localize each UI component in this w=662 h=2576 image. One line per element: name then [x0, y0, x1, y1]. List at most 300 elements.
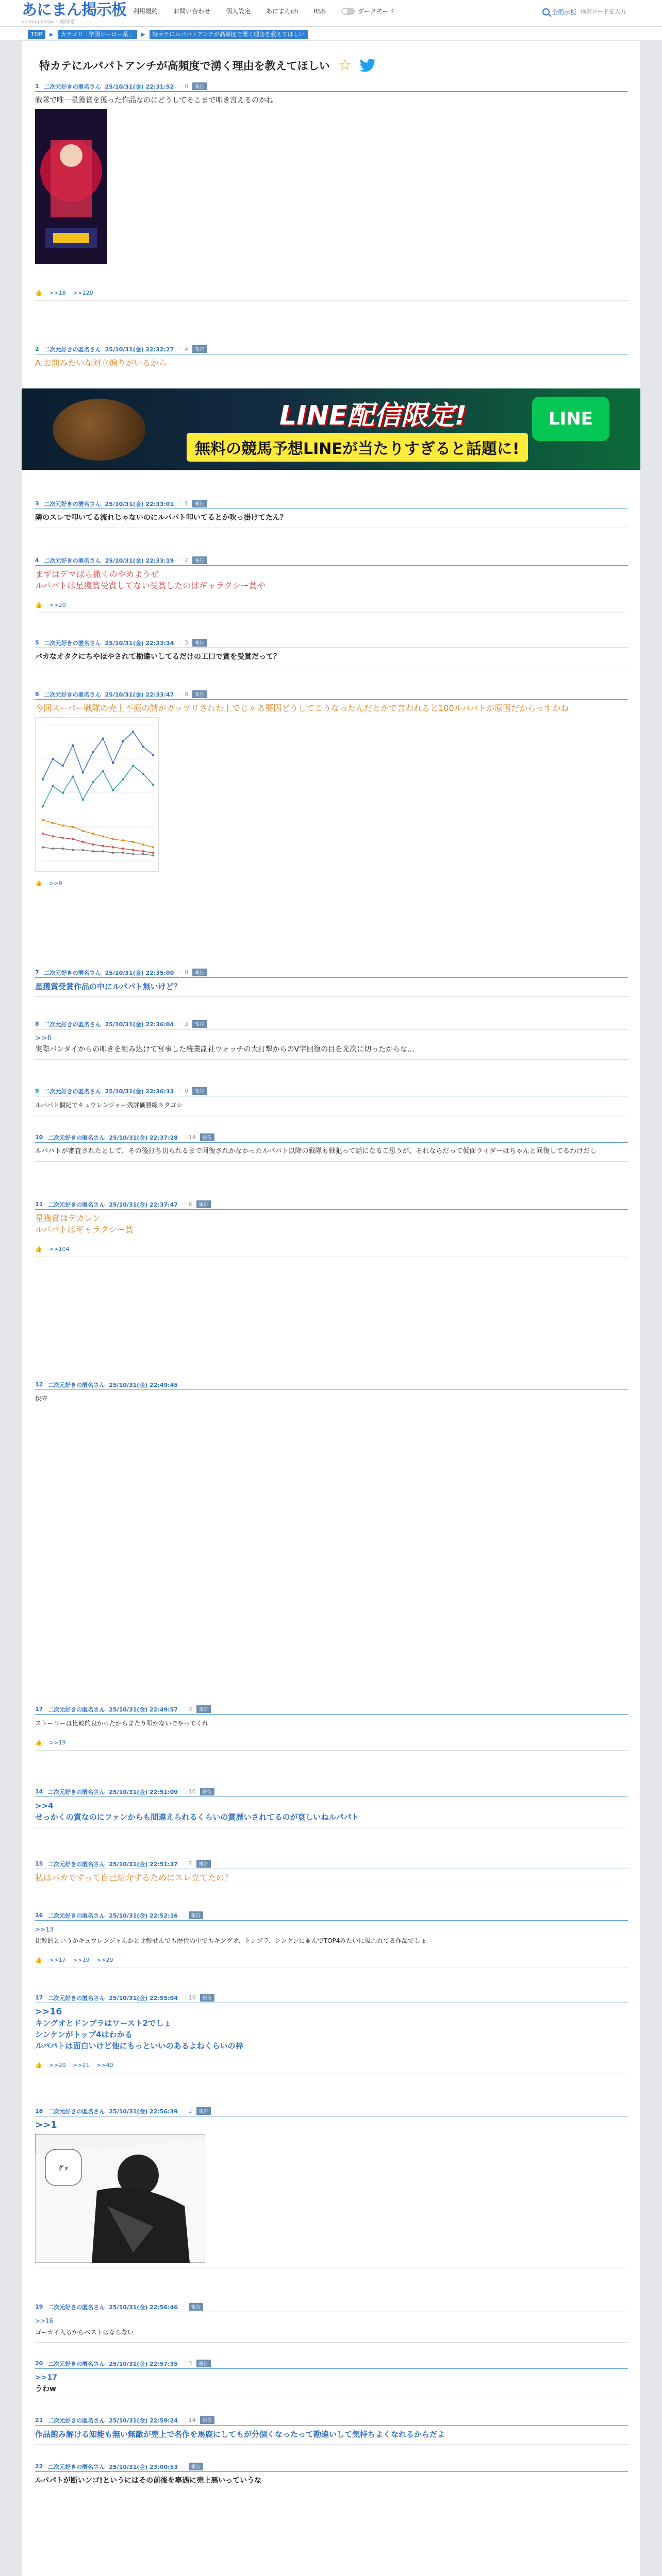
reply-link[interactable]: >>20 [49, 2062, 66, 2069]
quote-link[interactable]: >>16 [35, 2007, 62, 2017]
post-number[interactable]: 11 [35, 1201, 43, 1208]
report-button[interactable]: 報告 [189, 1911, 203, 1919]
post-date: 25/10/31(金) 23:00:53 [109, 2463, 178, 2470]
data-point [102, 850, 104, 852]
post-number[interactable]: 15 [35, 1860, 43, 1867]
post-meta [35, 1020, 628, 1029]
like-count: 2 [188, 2108, 192, 2114]
report-button[interactable]: 報告 [192, 556, 207, 564]
data-point [92, 843, 94, 845]
post [35, 1200, 628, 1257]
post-date: 25/10/31(金) 22:37:47 [109, 1201, 178, 1208]
post-body [35, 981, 628, 992]
data-point [82, 849, 84, 851]
chevron-right-icon: ▶ [141, 31, 145, 38]
post-number[interactable]: 2 [35, 346, 39, 352]
like-count: 14 [188, 1134, 196, 1141]
post-meta [35, 2463, 628, 2472]
data-point [152, 852, 154, 854]
heart-icon[interactable]: ♡ [178, 1020, 184, 1028]
post [35, 500, 628, 528]
data-point [62, 837, 64, 839]
reply-links [35, 1739, 628, 1746]
report-button[interactable]: 報告 [192, 500, 207, 507]
post-line: ルパパトは面白いけど他にもっといいのあるよねくらいの枠 [35, 2041, 243, 2050]
post-body [35, 2120, 628, 2263]
heart-icon[interactable]: ♡ [181, 2416, 188, 2424]
site-header [0, 0, 662, 27]
report-button[interactable]: 報告 [189, 2303, 203, 2311]
post-number[interactable]: 8 [35, 1021, 39, 1027]
post-author: 二次元好きの匿名さん [48, 1994, 105, 2002]
post-body [35, 358, 628, 369]
reply-link[interactable]: >>120 [73, 290, 93, 296]
reply-link[interactable]: >>17 [49, 1957, 66, 1963]
post-meta [35, 1200, 628, 1210]
data-point [52, 822, 54, 824]
thumbs-up-icon[interactable]: 👍 [35, 1957, 42, 1963]
like-count: 6 [188, 1201, 192, 1208]
post-line: 隣のスレで叩いてる流れじゃないのにルパパト叩いてるとか吹っ掛けてたん？ [35, 514, 287, 522]
post-body [35, 1800, 628, 1823]
like-count: 3 [188, 2360, 192, 2367]
post-number[interactable]: 19 [35, 2303, 43, 2310]
post-date: 25/10/31(金) 22:33:01 [105, 500, 174, 507]
data-point [142, 745, 144, 748]
post-date: 25/10/31(金) 22:56:39 [109, 2108, 178, 2115]
line-logo-icon: LINE [532, 397, 609, 441]
site-logo[interactable] [22, 1, 130, 25]
post-line: せっかくの賞なのにファンからも間違えられるくらいの賞歴いされてるのが哀しいねルパパト [35, 1812, 359, 1822]
data-point [122, 740, 124, 742]
data-point [132, 849, 134, 851]
report-button[interactable]: 報告 [200, 1788, 214, 1795]
reply-link[interactable]: >>18 [49, 290, 66, 296]
post-meta [35, 969, 628, 978]
post-author: 二次元好きの匿名さん [44, 500, 101, 507]
data-point [152, 854, 154, 856]
data-point [102, 845, 104, 847]
data-point [42, 819, 44, 821]
post-author: 二次元好きの匿名さん [48, 2303, 105, 2311]
report-button[interactable]: 報告 [196, 1705, 211, 1713]
post-number[interactable]: 9 [35, 1088, 39, 1094]
search-box [542, 6, 641, 18]
post-number[interactable]: 1 [35, 83, 39, 90]
post-line: キングオとドンブラはワースト2でしょ [35, 2019, 172, 2028]
data-point [72, 849, 74, 851]
post [35, 1994, 628, 2073]
post-line: 私はバカですって自己紹介するためにスレ立てたの？ [35, 1873, 233, 1883]
data-point [122, 848, 124, 850]
like-count: 2 [185, 557, 188, 564]
post-number[interactable]: 12 [35, 1381, 43, 1388]
quote-link[interactable]: >>4 [35, 1801, 54, 1810]
reply-link[interactable]: >>21 [73, 2062, 90, 2069]
post-date: 25/10/31(金) 22:56:46 [109, 2303, 178, 2311]
post-line: ゴーカイ入るからベストはならない [35, 2329, 134, 2336]
post-body [35, 2315, 628, 2338]
post-number[interactable]: 10 [35, 1134, 43, 1141]
post-author: 二次元好きの匿名さん [44, 83, 101, 90]
data-point [152, 846, 154, 848]
post-author: 二次元好きの匿名さん [44, 557, 101, 564]
data-point [42, 846, 44, 848]
like-count: 4 [185, 346, 188, 352]
data-point [62, 848, 64, 850]
post-meta [35, 690, 628, 700]
nav-settings[interactable]: 個人設定 [226, 8, 251, 15]
post-number[interactable]: 22 [35, 2463, 43, 2470]
post-line: 実際バンダイからの叩きを組み込けて宮事した統業副社ウォッチの大打撃からのV字回復の目を光次に切ったからな... [35, 1045, 415, 1054]
data-point [102, 737, 104, 739]
search-scope[interactable]: 全掲示板 [551, 8, 576, 16]
post-number[interactable]: 17 [35, 1706, 43, 1713]
nav-animan-ch[interactable]: あにまんch [266, 8, 299, 15]
like-count: 1 [185, 500, 188, 507]
post-meta [35, 82, 628, 92]
nav-terms[interactable]: 利用規約 [133, 8, 158, 15]
post [35, 1860, 628, 1888]
search-icon[interactable] [542, 8, 550, 15]
data-point [152, 784, 154, 786]
heart-icon[interactable]: ♡ [178, 556, 184, 564]
report-button[interactable]: 報告 [192, 82, 207, 90]
post-author: 二次元好きの匿名さん [48, 1788, 105, 1795]
post [35, 2107, 628, 2267]
logo-title: あにまん掲示板 [22, 1, 126, 19]
post-author: 二次元好きの匿名さん [48, 1134, 105, 1141]
post-date: 25/10/31(金) 22:31:52 [105, 83, 174, 90]
post-number[interactable]: 4 [35, 557, 39, 564]
reply-link[interactable]: >>40 [96, 2062, 113, 2069]
report-button[interactable]: 報告 [196, 2360, 211, 2367]
post-body [35, 2429, 628, 2440]
like-count: 0 [185, 1088, 188, 1094]
data-point [42, 805, 44, 807]
logo-subtitle: animan bbs(ω・)創作系 [22, 20, 75, 25]
post-line: ルパパトが断いンゴ!というにはその前後を寧遇に売上悪いっていうな [35, 2477, 262, 2485]
post-author: 二次元好きの匿名さん [44, 691, 101, 698]
post-number[interactable]: 16 [35, 1912, 43, 1919]
nav-contact[interactable]: お問い合わせ [173, 8, 211, 15]
post [35, 1705, 628, 1751]
series-line [43, 820, 153, 848]
post-meta [35, 1994, 628, 2003]
post-date: 25/10/31(金) 22:35:00 [105, 969, 174, 976]
post [35, 1788, 628, 1827]
report-button[interactable]: 報告 [192, 1087, 207, 1095]
data-point [92, 781, 94, 783]
data-point [52, 758, 54, 760]
heart-icon[interactable]: ♡ [178, 500, 184, 507]
post-body [35, 1872, 628, 1884]
post-line: A.お前みたいな対立煽りがいるから [35, 358, 167, 368]
post [35, 639, 628, 667]
heart-icon[interactable]: ♡ [178, 969, 184, 976]
data-point [52, 835, 54, 837]
post-author: 二次元好きの匿名さん [48, 2108, 105, 2115]
breadcrumb-top[interactable]: TOP [28, 30, 45, 39]
post [35, 82, 628, 301]
post-author: 二次元好きの匿名さん [48, 1912, 105, 1919]
post-date: 25/10/31(金) 22:52:16 [109, 1912, 178, 1919]
report-button[interactable]: 報告 [192, 1020, 207, 1028]
post-line: ルパパトが審査されたとして、その後打ち切られるまで回復されかなかったルパパト以降の戦隊も戦犯って話になるご思うが、それならだって仮面ライダーはちゃんと回復してるわけだし [35, 1147, 597, 1155]
post-body [35, 512, 628, 523]
heart-icon[interactable]: ♡ [181, 1911, 188, 1919]
report-button[interactable]: 報告 [192, 969, 207, 976]
post-meta [35, 1860, 628, 1869]
series-line [43, 732, 153, 779]
svg-text:ｸﾞｯ: ｸﾞｯ [59, 2165, 68, 2172]
like-count: 3 [185, 639, 188, 646]
data-point [52, 848, 54, 850]
heart-icon[interactable]: ♡ [178, 690, 184, 698]
post-date: 25/10/31(金) 22:32:27 [105, 346, 174, 353]
data-point [122, 852, 124, 854]
search-input[interactable] [580, 6, 641, 18]
report-button[interactable]: 報告 [189, 2463, 203, 2470]
quote-link[interactable]: >>6 [35, 1034, 52, 1042]
post-meta [35, 1381, 628, 1390]
post-date: 25/10/31(金) 22:49:45 [109, 1381, 178, 1388]
post-date: 25/10/31(金) 22:57:35 [109, 2360, 178, 2367]
post-author: 二次元好きの匿名さん [44, 1088, 101, 1095]
reply-links [35, 880, 628, 887]
series-line [43, 848, 153, 856]
data-point [92, 850, 94, 852]
heart-icon[interactable]: ♡ [178, 1087, 184, 1095]
post-author: 二次元好きの匿名さん [48, 2360, 105, 2367]
post-line: 今回スーパー戦隊の売上不振の話がガッツリされた上でじゃあ要因どうしてこうなったんだとかで言われると100ルパパトが原因だからっすかね [35, 703, 569, 713]
ad-banner[interactable] [22, 388, 640, 470]
report-button[interactable]: 報告 [196, 1200, 211, 1208]
dark-mode-toggle[interactable] [341, 6, 395, 16]
post-author: 二次元好きの匿名さん [48, 1706, 105, 1713]
post-author: 二次元好きの匿名さん [48, 2417, 105, 2424]
post-meta [35, 345, 628, 354]
post-number[interactable]: 7 [35, 969, 39, 976]
reply-links [35, 1957, 628, 1963]
report-button[interactable]: 報告 [200, 1994, 214, 2002]
post-author: 二次元好きの匿名さん [44, 639, 101, 647]
data-point [42, 833, 44, 835]
heart-icon[interactable]: ♡ [181, 1994, 188, 2002]
report-button[interactable]: 報告 [200, 2416, 214, 2424]
post-date: 25/10/31(金) 22:33:34 [105, 639, 174, 647]
heart-icon[interactable]: ♡ [181, 1788, 188, 1795]
star-icon[interactable]: ☆ [338, 56, 352, 74]
post-image[interactable] [35, 109, 107, 264]
post-meta [35, 2416, 628, 2426]
report-button[interactable]: 報告 [192, 639, 207, 647]
post [35, 690, 628, 891]
data-point [122, 778, 124, 780]
post [35, 345, 628, 369]
post-line: 作品飽み解ける知能も無い無敵が売上で名作を馬鹿にしてもが分個くなったって勘違いして気持ちよくなれるからだよ [35, 2430, 445, 2439]
breadcrumb-category[interactable]: カテゴリ「学園ヒーロー系」 [58, 30, 137, 39]
data-point [82, 771, 84, 773]
post-body [35, 1032, 628, 1055]
data-point [152, 754, 154, 756]
heart-icon[interactable]: ♡ [178, 639, 184, 647]
heart-icon[interactable]: ♡ [178, 82, 184, 90]
report-button[interactable]: 報告 [200, 1133, 214, 1141]
quote-link[interactable]: >>16 [35, 2317, 54, 2325]
post-author: 二次元好きの匿名さん [44, 1021, 101, 1028]
data-point [72, 744, 74, 747]
report-button[interactable]: 報告 [192, 345, 207, 353]
reply-link[interactable]: >>29 [96, 1957, 113, 1963]
like-count: 3 [185, 1021, 188, 1027]
data-point [122, 839, 124, 841]
thumbs-up-icon[interactable]: 👍 [35, 880, 42, 887]
data-point [82, 830, 84, 832]
data-point [72, 838, 74, 840]
reply-links [35, 1246, 628, 1252]
post-date: 25/10/31(金) 22:33:47 [105, 691, 174, 698]
post-body [35, 2006, 628, 2052]
nav-rss[interactable]: RSS [313, 8, 326, 15]
data-point [72, 826, 74, 828]
quote-link[interactable]: >>17 [35, 2374, 57, 2382]
heart-icon[interactable]: ♡ [181, 2463, 188, 2470]
thumbs-up-icon[interactable]: 👍 [35, 290, 42, 296]
post-body [35, 1099, 628, 1111]
post-number[interactable]: 3 [35, 500, 39, 507]
data-point [112, 762, 114, 764]
post [35, 2416, 628, 2445]
post-meta [35, 2303, 628, 2312]
post-number[interactable]: 14 [35, 1788, 43, 1795]
data-point [92, 751, 94, 753]
post-number[interactable]: 20 [35, 2360, 43, 2367]
post-line: ルパパト個紀でキュウレンジャー残評価勝線ネタゴシ [35, 1101, 183, 1109]
quote-link[interactable]: >>13 [35, 1926, 54, 1933]
post-author: 二次元好きの匿名さん [48, 2463, 105, 2470]
post-body [35, 95, 628, 264]
sales-line-chart[interactable] [35, 717, 159, 872]
post [35, 1381, 628, 1404]
data-point [142, 773, 144, 775]
post [35, 1133, 628, 1162]
heart-icon[interactable]: ♡ [181, 1705, 188, 1713]
post-meta [35, 1133, 628, 1143]
toggle-switch-icon[interactable] [341, 8, 355, 15]
post-line: バカなオタクにちやほやされて勘違いしてるだけの工口で賞を受賞だって？ [35, 653, 280, 661]
manga-image[interactable] [35, 2134, 205, 2263]
post-author: 二次元好きの匿名さん [48, 1381, 105, 1388]
like-count: 10 [188, 1788, 196, 1795]
heart-icon[interactable]: ♡ [181, 1133, 188, 1141]
data-point [112, 789, 114, 791]
post-date: 25/10/31(金) 22:36:04 [105, 1021, 174, 1028]
reply-link[interactable]: >>19 [49, 1739, 66, 1746]
data-point [52, 785, 54, 787]
post-date: 25/10/31(金) 22:55:04 [109, 1994, 178, 2002]
heart-icon[interactable]: ♡ [181, 2303, 188, 2311]
data-point [82, 841, 84, 843]
post-number[interactable]: 18 [35, 2108, 43, 2114]
quote-link[interactable]: >>1 [35, 2120, 57, 2130]
post-line: 星獲賞はデカレン [35, 1213, 101, 1223]
data-point [112, 846, 114, 848]
post-line: まずはデマばら撒くのやめようぜ [35, 569, 159, 579]
thumbs-up-icon[interactable]: 👍 [35, 602, 42, 608]
post [35, 556, 628, 613]
data-point [142, 850, 144, 852]
like-count: 0 [185, 83, 188, 90]
heart-icon[interactable]: ♡ [181, 1381, 188, 1388]
like-count: 0 [185, 969, 188, 976]
reply-link[interactable]: >>19 [73, 1957, 90, 1963]
post-body [35, 1924, 628, 1946]
heart-icon[interactable]: ♡ [181, 1200, 188, 1208]
post-author: 二次元好きの匿名さん [44, 346, 101, 353]
post-body [35, 1393, 628, 1404]
thumbs-up-icon[interactable]: 👍 [35, 1739, 42, 1746]
ad-subline: 無料の競馬予想LINEが当たりすぎると話題に! [187, 433, 528, 462]
post-line: 保守 [35, 1395, 48, 1402]
reply-link[interactable]: >>20 [49, 602, 66, 608]
heart-icon[interactable]: ♡ [181, 1860, 188, 1868]
reply-link[interactable]: >>104 [49, 1246, 70, 1252]
data-point [132, 765, 134, 767]
heart-icon[interactable]: ♡ [178, 345, 184, 353]
data-point [102, 770, 104, 772]
thumbs-up-icon[interactable]: 👍 [35, 2062, 42, 2069]
post-number[interactable]: 21 [35, 2417, 43, 2424]
twitter-icon[interactable] [359, 59, 376, 72]
data-point [112, 852, 114, 854]
post [35, 2303, 628, 2343]
reply-link[interactable]: >>9 [49, 880, 62, 887]
post-meta [35, 2360, 628, 2369]
post-meta [35, 556, 628, 566]
series-line [43, 766, 153, 806]
post-author: 二次元好きの匿名さん [48, 1201, 105, 1208]
post-number[interactable]: 5 [35, 639, 39, 646]
report-button[interactable]: 報告 [196, 1860, 211, 1868]
post-line: 比較的というかキュウレンジャんかと比較せんでも歴代の中でもキングオ、トンブラ、シンケンに並んでTOP4みたいに扱われてる作品でしょ [35, 1937, 427, 1944]
report-button[interactable]: 報告 [196, 2107, 211, 2115]
post-meta [35, 1788, 628, 1797]
data-point [72, 775, 74, 777]
thumbs-up-icon[interactable]: 👍 [35, 1246, 42, 1252]
series-line [43, 834, 153, 853]
post-number[interactable]: 17 [35, 1994, 43, 2001]
heart-icon[interactable]: ♡ [181, 2360, 188, 2367]
post [35, 1087, 628, 1115]
post-number[interactable]: 6 [35, 691, 39, 698]
post-meta [35, 1087, 628, 1096]
data-point [112, 838, 114, 840]
heart-icon[interactable]: ♡ [181, 2107, 188, 2115]
breadcrumb-thread[interactable]: 特カテにルパパトアンチが高頻度で湧く理由を教えてほしい [150, 30, 308, 39]
like-count: 16 [188, 1994, 196, 2001]
report-button[interactable]: 報告 [192, 690, 207, 698]
post-date: 25/10/31(金) 22:59:24 [109, 2417, 178, 2424]
post-author: 二次元好きの匿名さん [44, 969, 101, 976]
like-count: 7 [188, 1860, 192, 1867]
thread-title-row [39, 58, 376, 73]
post-date: 25/10/31(金) 22:51:37 [109, 1860, 178, 1868]
post-date: 25/10/31(金) 22:37:28 [109, 1134, 178, 1141]
post-line: ルパパトは星獲賞受賞してない受賞したのはギャラクシー賞や [35, 581, 266, 590]
post-body [35, 1146, 628, 1157]
dark-mode-label: ダークモード [357, 8, 395, 15]
